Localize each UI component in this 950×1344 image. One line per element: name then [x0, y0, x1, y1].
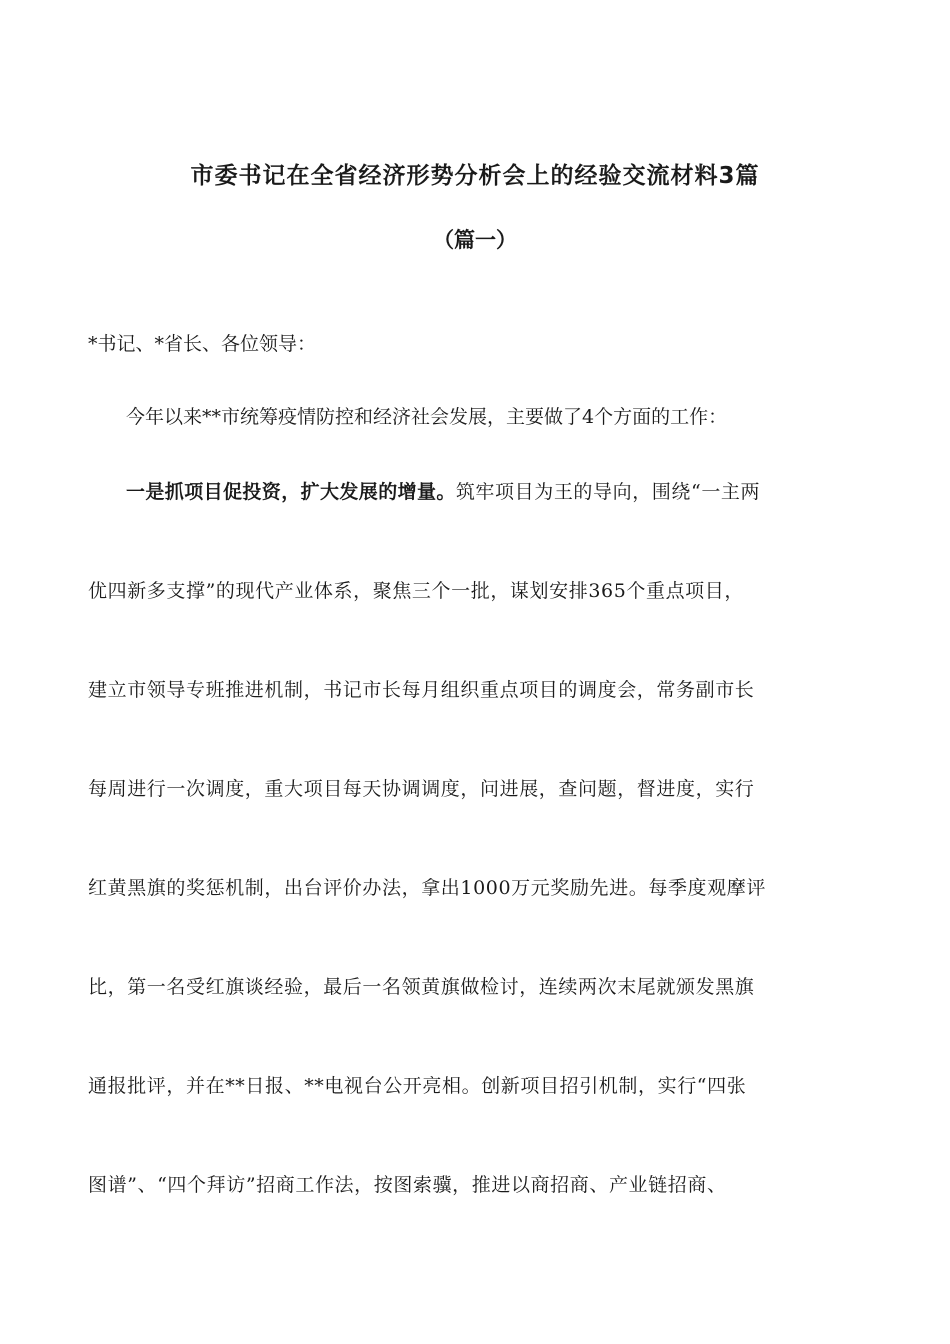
intro-paragraph: 今年以来**市统筹疫情防控和经济社会发展，主要做了4个方面的工作： — [126, 406, 728, 428]
salutation: *书记、*省长、各位领导： — [88, 333, 317, 355]
body-line: 建立市领导专班推进机制，书记市长每月组织重点项目的调度会，常务副市长 — [88, 679, 755, 701]
body-line: 每周进行一次调度，重大项目每天协调调度，问进展，查问题，督进度，实行 — [88, 778, 755, 800]
point-text: 筑牢项目为王的导向，围绕“一主两 — [455, 481, 761, 503]
document-title: 市委书记在全省经济形势分析会上的经验交流材料3篇 — [190, 163, 760, 189]
point-lead: 一是抓项目促投资，扩大发展的增量。 — [126, 481, 456, 503]
body-line: 红黄黑旗的奖惩机制，出台评价办法，拿出1000万元奖励先进。每季度观摩评 — [88, 877, 766, 899]
body-line: 通报批评，并在**日报、**电视台公开亮相。创新项目招引机制，实行“四张 — [88, 1075, 747, 1097]
body-line: 优四新多支撑”的现代产业体系，聚焦三个一批，谋划安排365个重点项目， — [88, 580, 744, 602]
body-line: 比，第一名受红旗谈经验，最后一名领黄旗做检讨，连续两次末尾就颁发黑旗 — [88, 976, 755, 998]
section-label: （篇一） — [433, 228, 517, 252]
body-line — [126, 477, 760, 507]
body-line: 图谱”、“四个拜访”招商工作法，按图索骥，推进以商招商、产业链招商、 — [88, 1174, 727, 1196]
